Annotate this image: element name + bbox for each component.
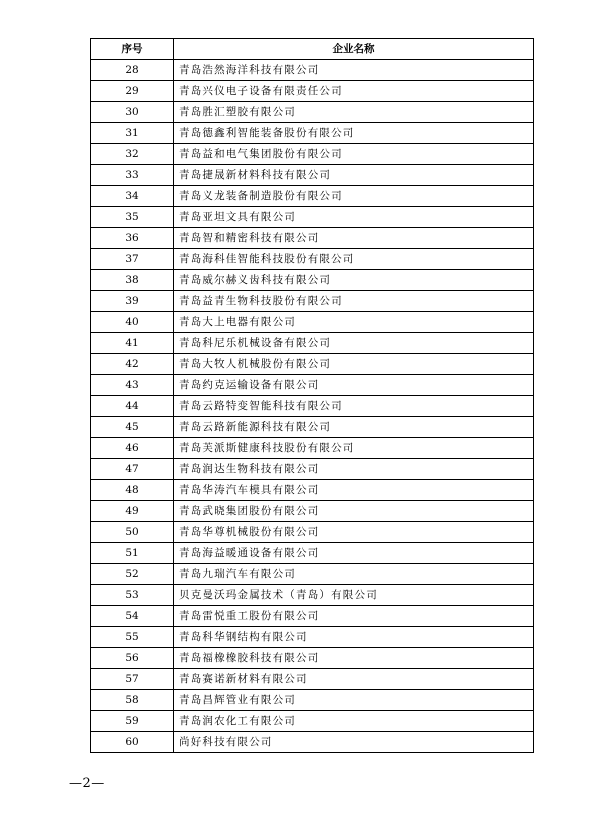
company-name-cell: 青岛润达生物科技有限公司: [174, 459, 534, 480]
table-row: [91, 648, 534, 669]
table-row: [91, 291, 534, 312]
row-number-cell: 45: [91, 417, 174, 438]
table-row: [91, 375, 534, 396]
company-name-cell: 青岛捷晟新材料科技有限公司: [174, 165, 534, 186]
table-row: [91, 228, 534, 249]
row-number-cell: 46: [91, 438, 174, 459]
table-row: [91, 417, 534, 438]
company-name-cell: 青岛华涛汽车模具有限公司: [174, 480, 534, 501]
row-number-cell: 31: [91, 123, 174, 144]
company-name-cell: 青岛义龙装备制造股份有限公司: [174, 186, 534, 207]
row-number-cell: 53: [91, 585, 174, 606]
table-row: [91, 438, 534, 459]
row-number-cell: 58: [91, 690, 174, 711]
table-body: [91, 60, 534, 753]
header-company-name: 企业名称: [174, 39, 534, 60]
table-row: [91, 396, 534, 417]
row-number-cell: 38: [91, 270, 174, 291]
company-name-cell: 青岛武晓集团股份有限公司: [174, 501, 534, 522]
company-name-cell: 青岛威尔赫义齿科技有限公司: [174, 270, 534, 291]
table-row: [91, 354, 534, 375]
row-number-cell: 41: [91, 333, 174, 354]
row-number-cell: 54: [91, 606, 174, 627]
table-row: [91, 627, 534, 648]
company-name-cell: 青岛芙派斯健康科技股份有限公司: [174, 438, 534, 459]
company-name-cell: 青岛兴仪电子设备有限责任公司: [174, 81, 534, 102]
table-row: [91, 459, 534, 480]
company-name-cell: 青岛昌辉管业有限公司: [174, 690, 534, 711]
table-row: [91, 480, 534, 501]
company-list-table: [90, 38, 534, 753]
company-name-cell: 青岛益和电气集团股份有限公司: [174, 144, 534, 165]
table-row: [91, 585, 534, 606]
company-name-cell: 青岛科华钢结构有限公司: [174, 627, 534, 648]
table-row: [91, 123, 534, 144]
row-number-cell: 60: [91, 732, 174, 753]
table-row: [91, 606, 534, 627]
row-number-cell: 33: [91, 165, 174, 186]
table-row: [91, 102, 534, 123]
row-number-cell: 57: [91, 669, 174, 690]
row-number-cell: 42: [91, 354, 174, 375]
row-number-cell: 55: [91, 627, 174, 648]
row-number-cell: 32: [91, 144, 174, 165]
table-row: [91, 732, 534, 753]
row-number-cell: 47: [91, 459, 174, 480]
company-name-cell: 青岛九瑞汽车有限公司: [174, 564, 534, 585]
row-number-cell: 48: [91, 480, 174, 501]
row-number-cell: 39: [91, 291, 174, 312]
company-name-cell: 青岛海科佳智能科技股份有限公司: [174, 249, 534, 270]
row-number-cell: 49: [91, 501, 174, 522]
row-number-cell: 44: [91, 396, 174, 417]
company-name-cell: 青岛浩然海洋科技有限公司: [174, 60, 534, 81]
row-number-cell: 30: [91, 102, 174, 123]
row-number-cell: 37: [91, 249, 174, 270]
table-row: [91, 249, 534, 270]
table-row: [91, 312, 534, 333]
company-name-cell: 青岛胜汇塑胶有限公司: [174, 102, 534, 123]
row-number-cell: 29: [91, 81, 174, 102]
company-name-cell: 青岛大牧人机械股份有限公司: [174, 354, 534, 375]
row-number-cell: 43: [91, 375, 174, 396]
row-number-cell: 56: [91, 648, 174, 669]
table-row: [91, 543, 534, 564]
table-row: [91, 501, 534, 522]
company-name-cell: 青岛雷悦重工股份有限公司: [174, 606, 534, 627]
company-name-cell: 青岛智和精密科技有限公司: [174, 228, 534, 249]
row-number-cell: 40: [91, 312, 174, 333]
company-name-cell: 青岛云路新能源科技有限公司: [174, 417, 534, 438]
company-name-cell: 贝克曼沃玛金属技术（青岛）有限公司: [174, 585, 534, 606]
company-name-cell: 青岛海益暖通设备有限公司: [174, 543, 534, 564]
table-row: [91, 81, 534, 102]
company-name-cell: 青岛亚坦文具有限公司: [174, 207, 534, 228]
company-name-cell: 青岛约克运输设备有限公司: [174, 375, 534, 396]
company-name-cell: 青岛科尼乐机械设备有限公司: [174, 333, 534, 354]
row-number-cell: 59: [91, 711, 174, 732]
table-row: [91, 165, 534, 186]
row-number-cell: 28: [91, 60, 174, 81]
table-header-row: [91, 39, 534, 60]
company-name-cell: 尚好科技有限公司: [174, 732, 534, 753]
table-row: [91, 186, 534, 207]
page-number: —2—: [69, 776, 105, 791]
row-number-cell: 34: [91, 186, 174, 207]
company-name-cell: 青岛大上电器有限公司: [174, 312, 534, 333]
table-row: [91, 522, 534, 543]
table-row: [91, 207, 534, 228]
company-name-cell: 青岛德鑫利智能装备股份有限公司: [174, 123, 534, 144]
company-name-cell: 青岛华尊机械股份有限公司: [174, 522, 534, 543]
table-row: [91, 270, 534, 291]
company-name-cell: 青岛云路特变智能科技有限公司: [174, 396, 534, 417]
table-row: [91, 564, 534, 585]
company-name-cell: 青岛福橡橡胶科技有限公司: [174, 648, 534, 669]
table-row: [91, 60, 534, 81]
company-name-cell: 青岛润农化工有限公司: [174, 711, 534, 732]
table-row: [91, 333, 534, 354]
row-number-cell: 50: [91, 522, 174, 543]
table-row: [91, 669, 534, 690]
row-number-cell: 51: [91, 543, 174, 564]
header-number: 序号: [91, 39, 174, 60]
row-number-cell: 35: [91, 207, 174, 228]
table-row: [91, 711, 534, 732]
row-number-cell: 36: [91, 228, 174, 249]
company-name-cell: 青岛赛诺新材料有限公司: [174, 669, 534, 690]
table-row: [91, 690, 534, 711]
row-number-cell: 52: [91, 564, 174, 585]
table-row: [91, 144, 534, 165]
company-name-cell: 青岛益青生物科技股份有限公司: [174, 291, 534, 312]
